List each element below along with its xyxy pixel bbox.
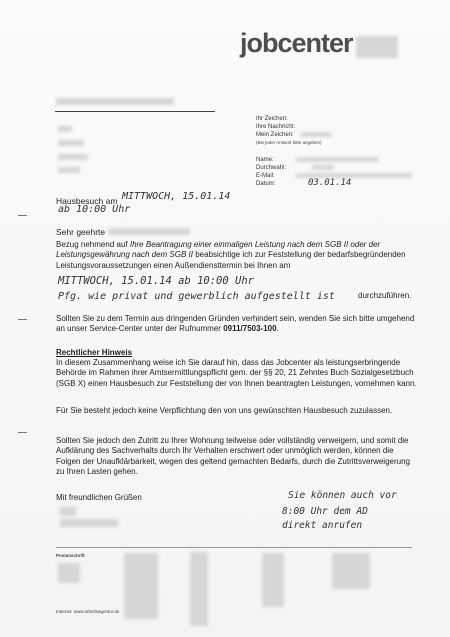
p2-end: . — [276, 324, 279, 334]
p1-italic: Ihre Beantragung einer einmaligen Leistung nach dem SGB II oder der Leistungsgewährung nach dem SGB II — [56, 240, 381, 260]
postanschrift-label: Postanschrift — [56, 553, 85, 558]
datum-label: Datum: — [256, 181, 276, 187]
side-note-line-2: 8:00 Uhr dem AD — [282, 506, 368, 517]
signature-redacted-1 — [60, 507, 76, 516]
paragraph-zutritt: Sollten Sie jedoch den Zutritt zu Ihrer Wohnung teilweise oder vollständig verweigern, und somit die Aufklärung des Sachverhalts durch Ihr Verhalten erschwert oder unmöglich werden, können die Folgen der Unaufklärbarkeit, wegen des geltend gemachten Bedarfs, durch die Zutrittsverweigerung zu Ihren Lasten gehen. — [56, 436, 410, 476]
recipient-line-4 — [58, 167, 80, 173]
hinweis-title: Rechtlicher Hinweis — [56, 348, 133, 357]
paragraph-hinweis: In diesem Zusammenhang weise ich Sie darauf hin, dass das Jobcenter als leistungserbringende Behörde im Rahmen ihrer Amtsermittlungspflicht gem. der §§ 20, 21 Zehntes Buch Sozialgesetzbuch (SGB X) einen Hausbesuch zur Feststellung der von Ihnen beantragten Leistungen, vornehmen kann. — [56, 358, 417, 388]
datum-value: 03.01.14 — [308, 178, 352, 188]
salutation-name-redacted — [108, 228, 190, 235]
logo-redacted — [356, 36, 398, 58]
footer-col-3-redacted — [190, 552, 208, 626]
signature-redacted-2 — [60, 519, 118, 527]
hausbesuch-date-handwritten: MITTWOCH, 15.01.14 — [122, 191, 231, 202]
durchwahl-redacted — [312, 165, 334, 170]
footer-divider — [56, 547, 412, 548]
fold-mark-middle — [18, 319, 27, 320]
sender-address-redacted — [56, 98, 174, 105]
mein-zeichen-label: Mein Zeichen: — [256, 132, 294, 138]
durchwahl-label: Durchwahl: — [256, 165, 287, 171]
ihr-zeichen-label: Ihr Zeichen: — [256, 116, 288, 122]
p2-start: Sollten Sie zu dem Termin aus dringenden Gründen verhindert sein, wenden Sie sich bitte umgehend an unser Service-Center unter der Rufnummer — [56, 314, 415, 334]
side-note-line-1: Sie können auch vor — [288, 490, 397, 501]
note-handwritten: Pfg. wie privat und gewerblich aufgestellt ist — [58, 291, 335, 302]
fold-mark-bottom — [18, 432, 27, 433]
service-phone: 0911/7503-100 — [223, 324, 277, 334]
paragraph-termin — [56, 314, 418, 335]
answer-hint: (Bei jeder Antwort bitte angeben) — [256, 140, 322, 145]
p1-start: Bezug nehmend auf — [56, 240, 130, 249]
ihre-nachricht-label: Ihre Nachricht: — [256, 124, 296, 130]
recipient-line-3 — [58, 154, 88, 160]
paragraph-bezug — [56, 240, 418, 271]
internet-link[interactable]: Internet: www.arbeitsagentur.de — [56, 609, 120, 614]
recipient-line-2 — [58, 140, 84, 146]
hausbesuch-label: Hausbesuch am — [56, 196, 118, 206]
hausbesuch-time-handwritten: ab 10:00 Uhr — [58, 204, 131, 215]
durchzufuehren: durchzuführen. — [358, 291, 412, 300]
salutation: Sehr geehrte — [56, 227, 106, 237]
footer-address-redacted — [58, 563, 80, 583]
termin-handwritten: MITTWOCH, 15.01.14 ab 10:00 Uhr — [58, 275, 254, 287]
name-label: Name: — [256, 157, 274, 163]
mein-zeichen-redacted — [301, 132, 331, 137]
footer-col-4-redacted — [262, 553, 284, 607]
name-redacted — [296, 157, 378, 162]
recipient-line-1 — [58, 126, 72, 132]
email-label: E-Mail: — [256, 173, 275, 179]
closing: Mit freundlichen Grüßen — [56, 493, 142, 502]
paragraph-verpflichtung: Für Sie besteht jedoch keine Verpflichtung den von uns gewünschten Hausbesuch zuzulassen. — [56, 406, 393, 415]
side-note-line-3: direkt anrufen — [282, 520, 363, 531]
p1-end: beabsichtige ich zur Feststellung der bedarfsbegründenden Leistungsvoraussetzungen einen Außendiensttermin bei Ihnen am — [56, 250, 406, 270]
jobcenter-logo: jobcenter — [240, 28, 353, 58]
sender-divider — [55, 111, 215, 112]
fold-mark-top — [18, 215, 27, 216]
footer-col-2-redacted — [124, 553, 158, 619]
footer-col-5-redacted — [332, 553, 370, 589]
